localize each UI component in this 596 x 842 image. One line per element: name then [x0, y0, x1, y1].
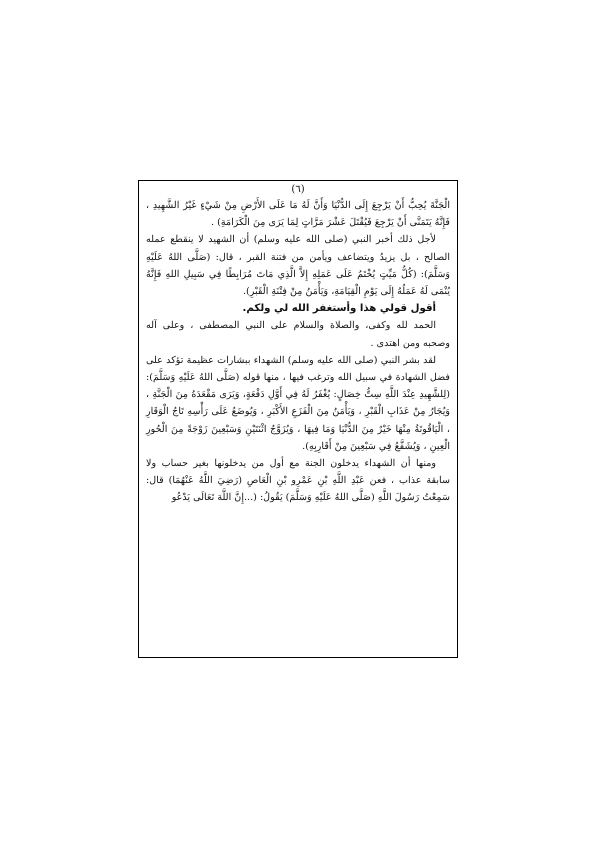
paragraph-entering-paradise: ومنها أن الشهداء يدخلون الجنة مع أول من يدخلونها بغير حساب ولا سابقة عذاب ، فعن عَبْدِ اللَّهِ بْنِ عَمْرِو بْنِ الْعَاصِ (رَضِيَ اللَّهُ عَنْهُمَا) قال: سَمِعْتُ رَسُولَ اللَّهِ (صَلَّى اللهُ عَلَيْهِ وَسَلَّمَ) يَقُولُ: (...إِنَّ اللَّهَ تَعَالَى يَدْعُو [146, 458, 450, 504]
paragraph-hadith-continuation: الْجَنَّةَ يُحِبُّ أَنْ يَرْجِعَ إِلَى الدُّنْيَا وَأَنَّ لَهُ مَا عَلَى الأَرْضِ مِنْ شَيْءٍ غَيْرُ الشَّهِيدِ ، فَإِنَّهُ يَتَمَنَّى أَنْ يَرْجِعَ فَيُقْتَلَ عَشْرَ مَرَّاتٍ لِمَا يَرَى مِنَ الْكَرَامَةِ) . [146, 200, 450, 229]
paragraph-praise: الحمد لله وكفى، والصلاة والسلام على النبي المصطفى ، وعلى آله وصحبه ومن اهتدى . [146, 320, 450, 349]
paragraph-martyr-deeds: لأجل ذلك أخبر النبي (صلى الله عليه وسلم) أن الشهيد لا ينقطع عمله الصالح ، بل يزيدُ ويتضاعف ويأمن من فتنة القبر ، قال: (صَلَّى اللهُ عَلَيْهِ وَسَلَّمَ): (كُلُّ مَيِّتٍ يُخْتَمُ عَلَى عَمَلِهِ إِلاَّ الَّذِي مَاتَ مُرَابِطًا فِي سَبِيلِ اللهِ فَإِنَّهُ يُنْمَى لَهُ عَمَلُهُ إِلَى يَوْمِ الْقِيَامَةِ، وَيَأْمَنُ مِنْ فِتْنَةِ الْقَبْرِ). [146, 234, 450, 298]
paragraph-glad-tidings: لقد بشر النبي (صلى الله عليه وسلم) الشهداء ببشارات عظيمة تؤكد على فضل الشهادة في سبيل الله وترغب فيها ، منها قوله (صَلَّى اللهُ عَلَيْهِ وَسَلَّمَ): (لِلشَّهِيدِ عِنْدَ اللَّهِ سِتُّ خِصَالٍ: يُغْفَرُ لَهُ فِي أَوَّلِ دَفْعَةٍ، وَيَرَى مَقْعَدَهُ مِنَ الْجَنَّةِ ، وَيُجَارُ مِنْ عَذَابِ الْقَبْرِ ، وَيَأْمَنُ مِنَ الْفَزَعِ الأَكْبَرِ ، وَيُوضَعُ عَلَى رَأْسِهِ تَاجُ الْوَقَارِ ، الْيَاقُوتَةُ مِنْهَا خَيْرٌ مِنَ الدُّنْيَا وَمَا فِيهَا ، وَيُزَوَّجُ اثْنَتَيْنِ وَسَبْعِينَ زَوْجَةً مِنَ الْحُورِ الْعِينِ ، وَيُشَفَّعُ فِي سَبْعِينَ مِنْ أَقَارِبِهِ). [146, 354, 450, 452]
page-number: (٦) [291, 184, 305, 195]
page-content [146, 183, 450, 507]
closing-statement: أقول قولي هذا وأستغفر الله لي ولكم. [242, 303, 436, 315]
